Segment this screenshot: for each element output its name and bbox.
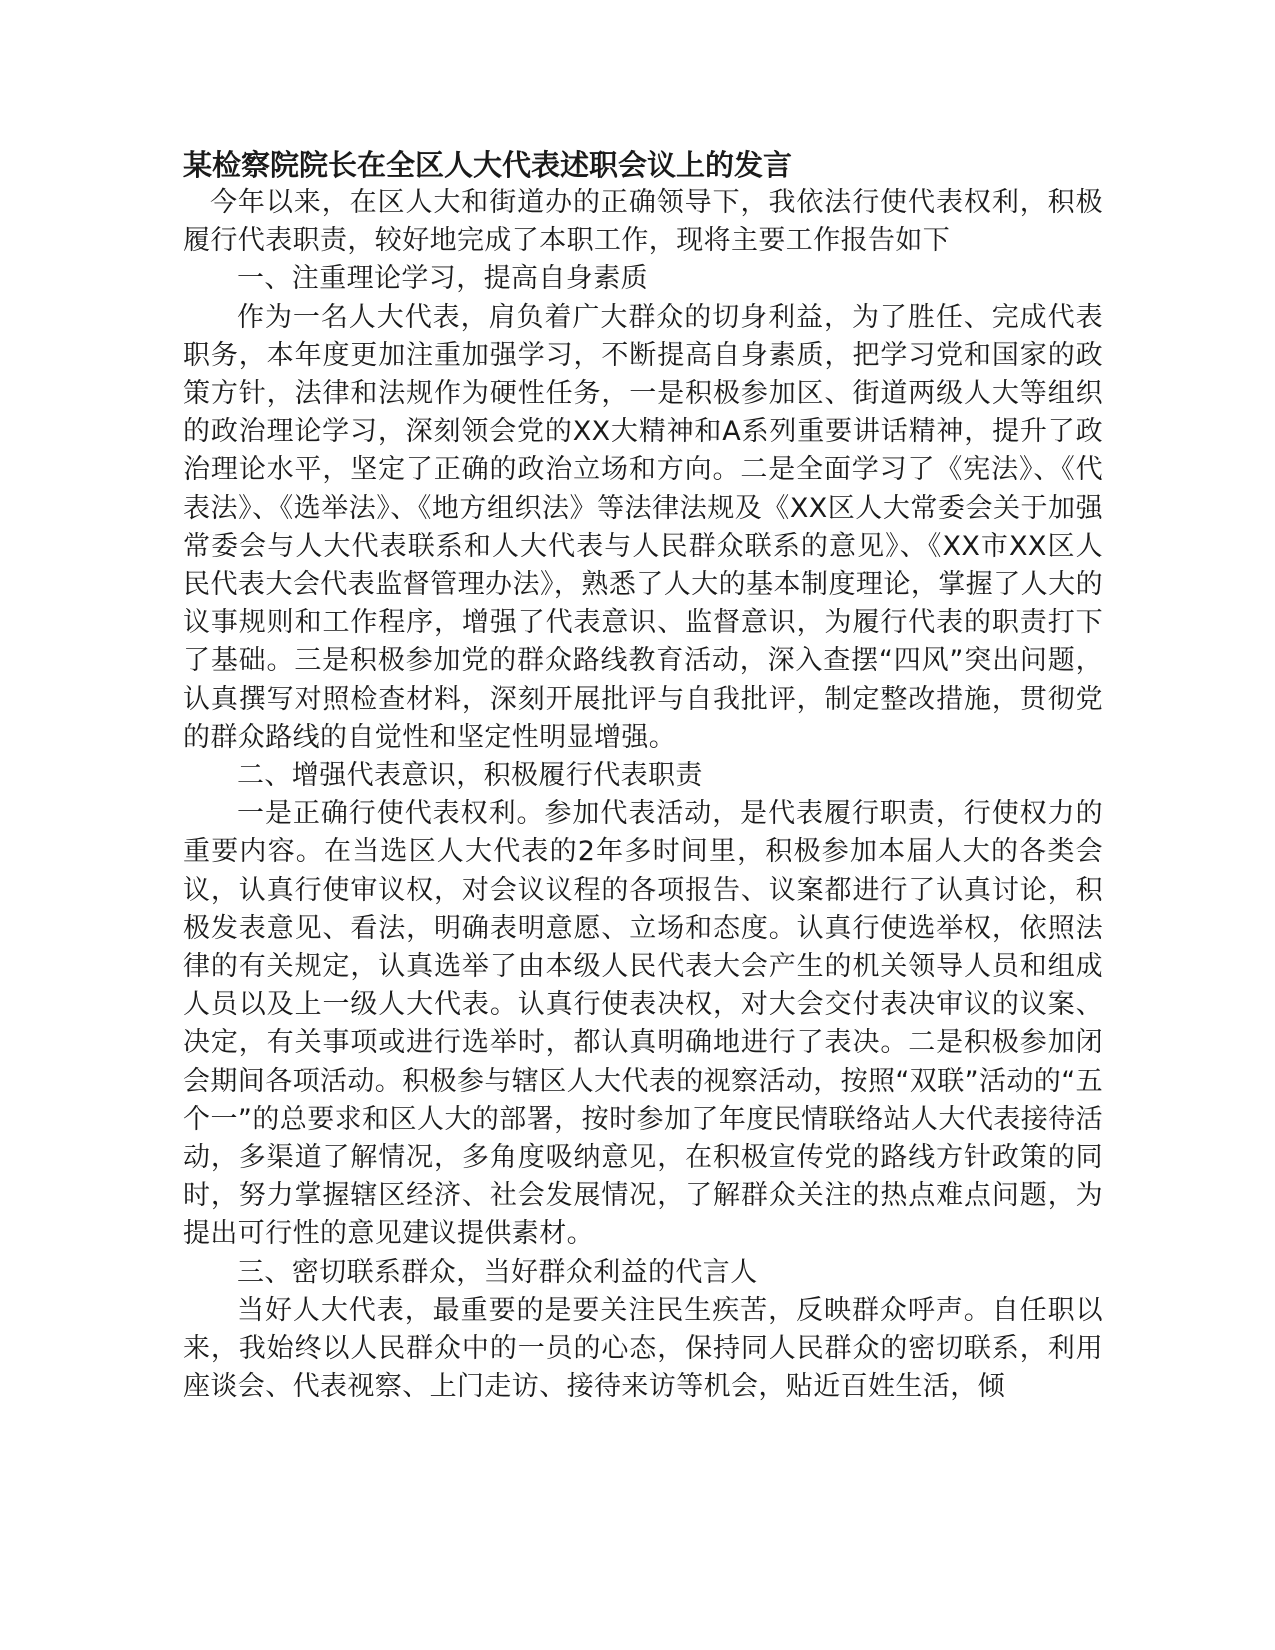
section-3-heading: 三、密切联系群众，当好群众利益的代言人: [237, 1256, 758, 1288]
section-1-body: 作为一名人大代表，肩负着广大群众的切身利益，为了胜任、完成代表职务，本年度更加注重加强学习，不断提高自身素质，把学习党和国家的政策方针，法律和法规作为硬性任务，一是积极参加区、街道两级人大等组织的政治理论学习，深刻领会党的XX大精神和A系列重要讲话精神，提升了政治理论水平，坚定了正确的政治立场和方向。二是全面学习了《宪法》、《代表法》、《选举法》、《地方组织法》等法律法规及《XX区人大常委会关于加强常委会与人大代表联系和人大代表与人民群众联系的意见》、《XX市XX区人民代表大会代表监督管理办法》，熟悉了人大的基本制度理论，掌握了人大的议事规则和工作程序，增强了代表意识、监督意识，为履行代表的职责打下了基础。三是积极参加党的群众路线教育活动，深入查摆“四风”突出问题，认真撰写对照检查材料，深刻开展批评与自我批评，制定整改措施，贯彻党的群众路线的自觉性和坚定性明显增强。: [183, 301, 1103, 753]
section-1-heading: 一、注重理论学习，提高自身素质: [237, 263, 648, 295]
document-page: [183, 146, 1103, 1407]
intro-paragraph: 今年以来，在区人大和街道办的正确领导下，我依法行使代表权利，积极履行代表职责，较好地完成了本职工作，现将主要工作报告如下: [183, 187, 1103, 257]
section-2-body: 一是正确行使代表权利。参加代表活动，是代表履行职责，行使权力的重要内容。在当选区人大代表的2年多时间里，积极参加本届人大的各类会议，认真行使审议权，对会议议程的各项报告、议案都进行了认真讨论，积极发表意见、看法，明确表明意愿、立场和态度。认真行使选举权，依照法律的有关规定，认真选举了由本级人民代表大会产生的机关领导人员和组成人员以及上一级人大代表。认真行使表决权，对大会交付表决审议的议案、决定，有关事项或进行选举时，都认真明确地进行了表决。二是积极参加闭会期间各项活动。积极参与辖区人大代表的视察活动，按照“双联”活动的“五个一”的总要求和区人大的部署，按时参加了年度民情联络站人大代表接待活动，多渠道了解情况，多角度吸纳意见，在积极宣传党的路线方针政策的同时，努力掌握辖区经济、社会发展情况，了解群众关注的热点难点问题，为提出可行性的意见建议提供素材。: [183, 798, 1103, 1250]
section-3-body: 当好人大代表，最重要的是要关注民生疾苦，反映群众呼声。自任职以来，我始终以人民群众中的一员的心态，保持同人民群众的密切联系，利用座谈会、代表视察、上门走访、接待来访等机会，贴近百姓生活，倾: [183, 1294, 1103, 1403]
document-title: 某检察院院长在全区人大代表述职会议上的发言: [183, 148, 793, 182]
section-2-heading: 二、增强代表意识，积极履行代表职责: [237, 760, 703, 792]
